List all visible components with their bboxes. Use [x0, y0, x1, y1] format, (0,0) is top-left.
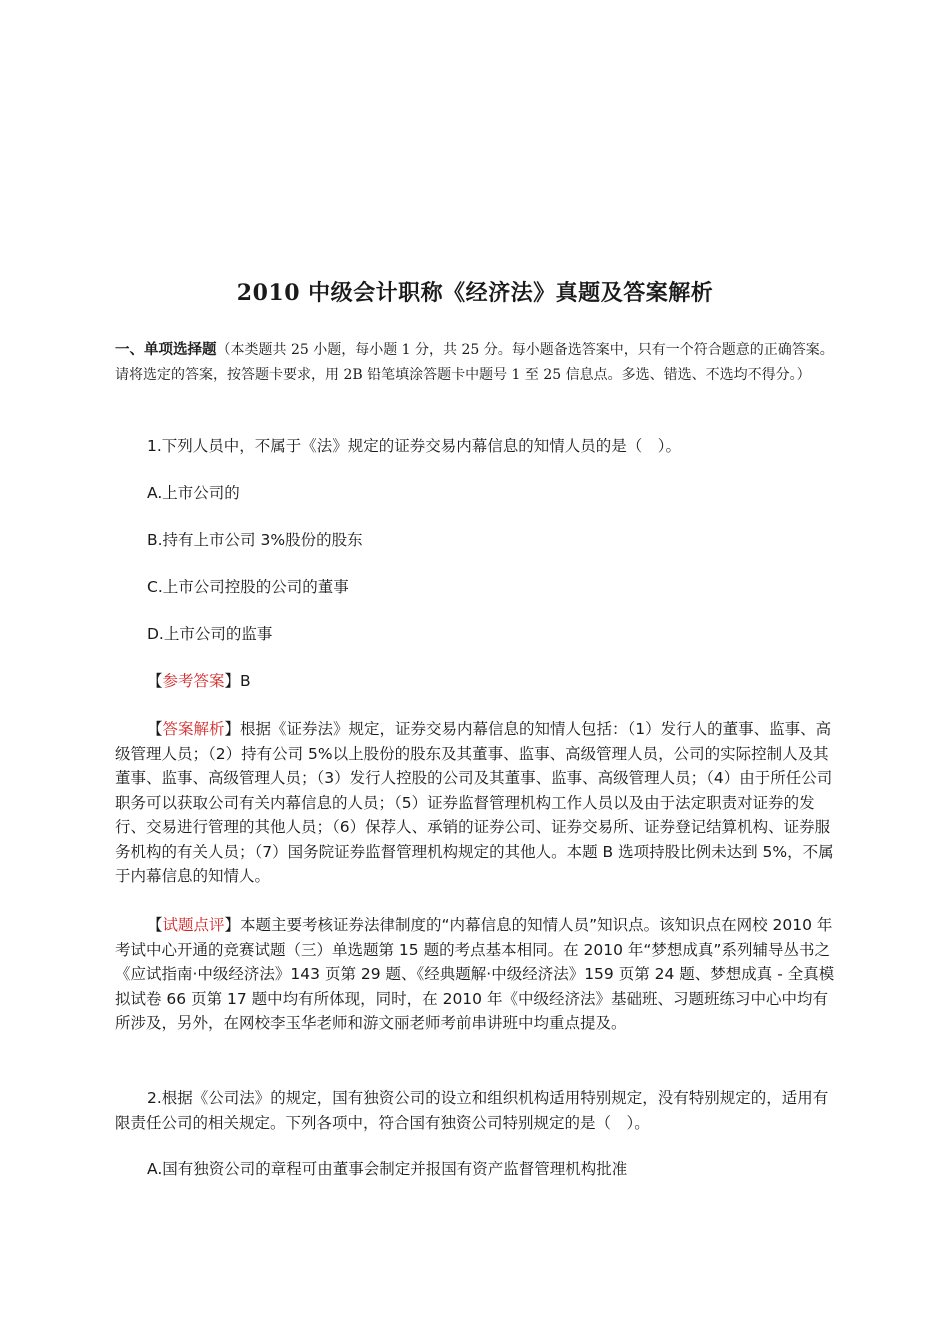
section-instructions: （本类题共 25 小题，每小题 1 分，共 25 分。每小题备选答案中，只有一个符合题意的正确答案。请将选定的答案，按答题卡要求，用 2B 铅笔填涂答题卡中题号 1 至 25 信息点。多选、错选、不选均不得分。）: [115, 342, 834, 383]
question-1-option-d: D.上市公司的监事: [147, 625, 273, 643]
question-1-answer: [147, 669, 251, 694]
comment-label: 试题点评: [162, 916, 225, 934]
analysis-text: 】根据《证券法》规定，证券交易内幕信息的知情人包括：（1）发行人的董事、监事、高级管理人员；（2）持有公司 5%以上股份的股东及其董事、监事、高级管理人员，公司的实际控制人及其董事、监事、高级管理人员；（3）发行人控股的公司及其董事、监事、高级管理人员；（4）由于所任公司职务可以获取公司有关内幕信息的人员；（5）证券监督管理机构工作人员以及由于法定职责对证券的发行、交易进行管理的其他人员；（6）保荐人、承销的证券公司、证券交易所、证券登记结算机构、证券服务机构的有关人员；（7）国务院证券监督管理机构规定的其他人。本题 B 选项持股比例未达到 5%，不属于内幕信息的知情人。: [115, 720, 834, 885]
answer-value: 】B: [224, 672, 251, 690]
question-2-text: 2.根据《公司法》的规定，国有独资公司的设立和组织机构适用特别规定，没有特别规定的，适用有限责任公司的相关规定。下列各项中，符合国有独资公司特别规定的是（ ）。: [115, 1089, 829, 1132]
analysis-label: 答案解析: [162, 720, 225, 738]
question-1-text: 1.下列人员中，不属于《法》规定的证券交易内幕信息的知情人员的是（ ）。: [147, 437, 682, 455]
question-1-option-a: A.上市公司的: [147, 484, 240, 502]
question-2-option-a: A.国有独资公司的章程可由董事会制定并报国有资产监督管理机构批准: [147, 1160, 628, 1178]
comment-bracket-open: 【: [147, 916, 163, 934]
document-title: 2010 中级会计职称《经济法》真题及答案解析: [236, 280, 714, 306]
analysis-bracket-open: 【: [147, 720, 163, 738]
question-1-option-c: C.上市公司控股的公司的董事: [147, 578, 349, 596]
section-intro: [115, 338, 835, 387]
section-heading: 一、单项选择题: [115, 342, 217, 358]
question-1-comment: [115, 913, 837, 1036]
answer-label: 参考答案: [162, 672, 225, 690]
question-1-analysis: [115, 717, 837, 889]
question-1-option-b: B.持有上市公司 3%股份的股东: [147, 531, 363, 549]
comment-text: 】本题主要考核证券法律制度的“内幕信息的知情人员”知识点。该知识点在网校 2010 年考试中心开通的竞赛试题（三）单选题第 15 题的考点基本相同。在 2010 年“梦想成真”系列辅导丛书之《应试指南·中级经济法》143 页第 29 题、《经典题解·中级经济法》159 页第 24 题、梦想成真 - 全真模拟试卷 66 页第 17 题中均有所体现，同时，在 2010 年《中级经济法》基础班、习题班练习中心中均有所涉及，另外，在网校李玉华老师和游文丽老师考前串讲班中均重点提及。: [115, 916, 835, 1032]
answer-bracket-open: 【: [147, 672, 163, 690]
